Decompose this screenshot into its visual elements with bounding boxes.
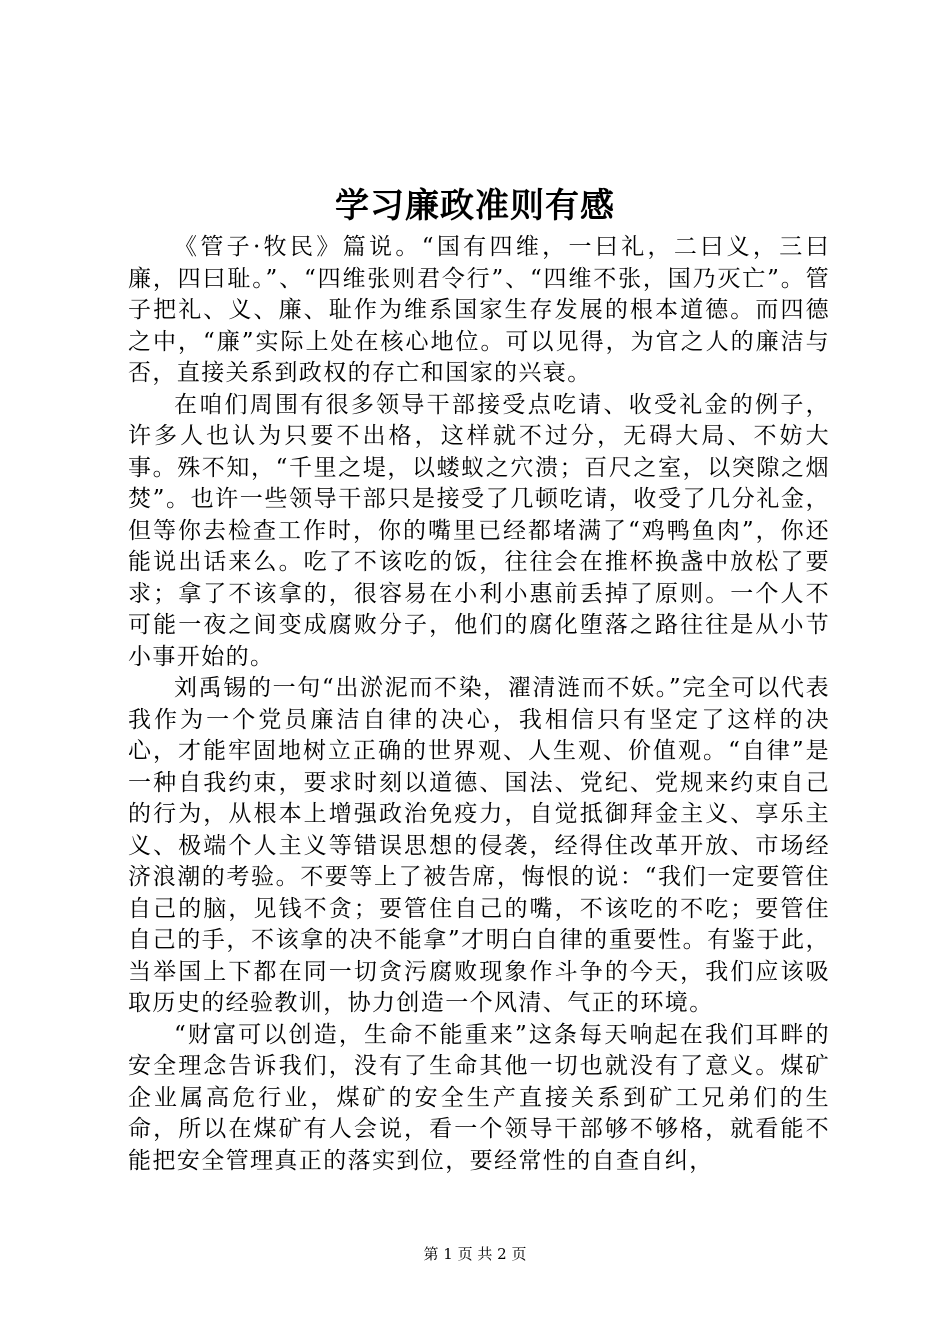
paragraph: 《管子·牧民》篇说。“国有四维，一曰礼，二曰义，三曰廉，四曰耻。”、“四维张则君令行”、“四维不张，国乃灭亡”。管子把礼、义、廉、耻作为维系国家生存发展的根本道德。而四德之中，“廉”实际上处在核心地位。可以见得，为官之人的廉洁与否，直接关系到政权的存亡和国家的兴衰。	[128, 234, 830, 386]
paragraph: 刘禹锡的一句“出淤泥而不染，濯清涟而不妖。”完全可以代表我作为一个党员廉洁自律的决心，我相信只有坚定了这样的决心，才能牢固地树立正确的世界观、人生观、价值观。“自律”是一种自我约束，要求时刻以道德、国法、党纪、党规来约束自己的行为，从根本上增强政治免疫力，自觉抵御拜金主义、享乐主义、极端个人主义等错误思想的侵袭，经得住改革开放、市场经济浪潮的考验。不要等上了被告席，悔恨的说：“我们一定要管住自己的脑，见钱不贪；要管住自己的嘴，不该吃的不吃；要管住自己的手，不该拿的决不能拿”才明白自律的重要性。有鉴于此，当举国上下都在同一切贪污腐败现象作斗争的今天，我们应该吸取历史的经验教训，协力创造一个风清、气正的环境。	[128, 675, 830, 1016]
document-title: 学习廉政准则有感	[335, 186, 615, 226]
paragraph: 在咱们周围有很多领导干部接受点吃请、收受礼金的例子，许多人也认为只要不出格，这样就不过分，无碍大局、不妨大事。殊不知，“千里之堤，以蝼蚁之穴溃；百尺之室，以突隙之烟焚”。也许一些领导干部只是接受了几顿吃请，收受了几分礼金，但等你去检查工作时，你的嘴里已经都堵满了“鸡鸭鱼肉”，你还能说出话来么。吃了不该吃的饭，往往会在推杯换盏中放松了要求；拿了不该拿的，很容易在小利小惠前丢掉了原则。一个人不可能一夜之间变成腐败分子，他们的腐化堕落之路往往是从小节小事开始的。	[128, 391, 830, 670]
page-footer: 第 1 页 共 2 页	[423, 1245, 527, 1263]
paragraph: “财富可以创造，生命不能重来”这条每天响起在我们耳畔的安全理念告诉我们，没有了生命其他一切也就没有了意义。煤矿企业属高危行业，煤矿的安全生产直接关系到矿工兄弟们的生命，所以在煤矿有人会说，看一个领导干部够不够格，就看能不能把安全管理真正的落实到位，要经常性的自查自纠，	[128, 1021, 830, 1174]
document-body	[128, 232, 830, 1177]
